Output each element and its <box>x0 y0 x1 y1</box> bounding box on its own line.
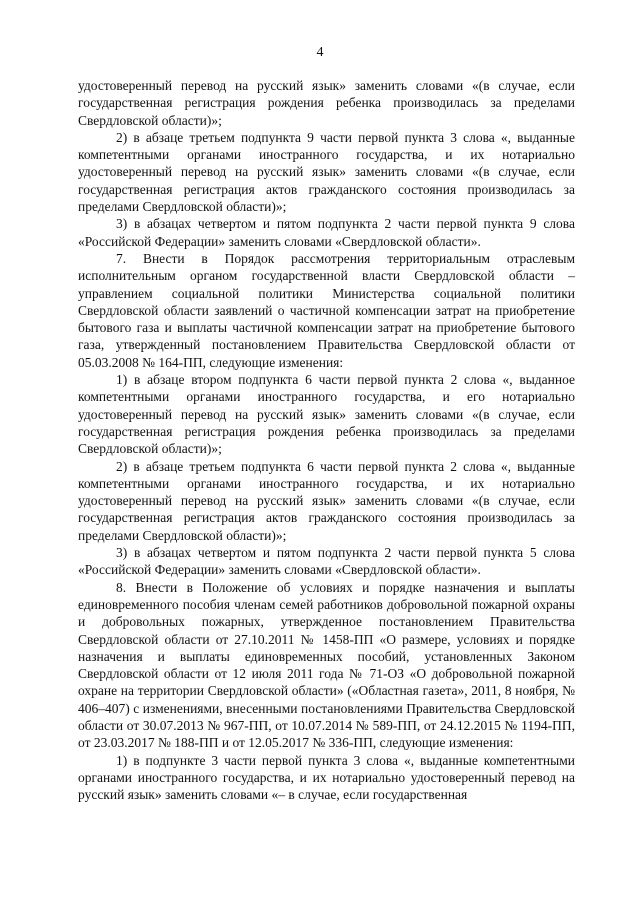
paragraph-item-2: 2) в абзаце третьем подпункта 9 части первой пункта 3 слова «, выданные компетентными органами иностранного государства, и их нотариально удостоверенный перевод на русский язык» заменить словами «(в случае, если государственная регистрация актов гражданского состояния производилась за пределами Свердловской области)»; <box>78 129 575 215</box>
paragraph-point-8: 8. Внести в Положение об условиях и порядке назначения и выплаты единовременного пособия членам семей работников добровольной пожарной охраны и добровольных пожарных, утвержденное постановлением Правительства Свердловской области от 27.10.2011 № 1458-ПП «О размере, условиях и порядке назначения и выплаты единовременных пособий, установленных Законом Свердловской области от 12 июля 2011 года № 71-ОЗ «О добровольной пожарной охране на территории Свердловской области» («Областная газета», 2011, 8 ноября, № 406–407) с изменениями, внесенными постановлениями Правительства Свердловской области от 30.07.2013 № 967-ПП, от 10.07.2014 № 589-ПП, от 24.12.2015 № 1194-ПП, от 23.03.2017 № 188-ПП и от 12.05.2017 № 336-ПП, следующие изменения: <box>78 579 575 751</box>
paragraph-continuation: удостоверенный перевод на русский язык» заменить словами «(в случае, если государственная регистрация рождения ребенка производилась за пределами Свердловской области)»; <box>78 78 575 128</box>
paragraph-point-7-item-3: 3) в абзацах четвертом и пятом подпункта 2 части первой пункта 5 слова «Российской Федерации» заменить словами «Свердловской области». <box>78 545 575 578</box>
paragraph-point-8-item-1: 1) в подпункте 3 части первой пункта 3 слова «, выданные компетентными органами иностранного государства, и их нотариально удостоверенный перевод на русский язык» заменить словами «– в случае, если государственная <box>78 752 575 803</box>
paragraph-point-7: 7. Внести в Порядок рассмотрения территориальным отраслевым исполнительным органом государственной власти Свердловской области – управлением социальной политики Министерства социальной политики Свердловской области заявлений о частичной компенсации затрат на приобретение бытового газа и выплаты частичной компенсации затрат на приобретение бытового газа, утвержденный постановлением Правительства Свердловской области от 05.03.2008 № 164-ПП, следующие изменения: <box>78 250 575 370</box>
page-number: 4 <box>316 45 324 60</box>
document-body <box>78 77 575 803</box>
paragraph-point-7-item-2: 2) в абзаце третьем подпункта 6 части первой пункта 2 слова «, выданные компетентными органами иностранного государства, и их нотариально удостоверенный перевод на русский язык» заменить словами «(в случае, если государственная регистрация актов гражданского состояния производилась за пределами Свердловской области)»; <box>78 458 575 543</box>
paragraph-item-3: 3) в абзацах четвертом и пятом подпункта 2 части первой пункта 9 слова «Российской Федерации» заменить словами «Свердловской области». <box>78 216 575 249</box>
paragraph-point-7-item-1: 1) в абзаце втором подпункта 6 части первой пункта 2 слова «, выданное компетентными органами иностранного государства, и его нотариально удостоверенный перевод на русский язык» заменить словами «(в случае, если государственная регистрация рождения ребенка производилась за пределами Свердловской области)»; <box>78 372 575 457</box>
